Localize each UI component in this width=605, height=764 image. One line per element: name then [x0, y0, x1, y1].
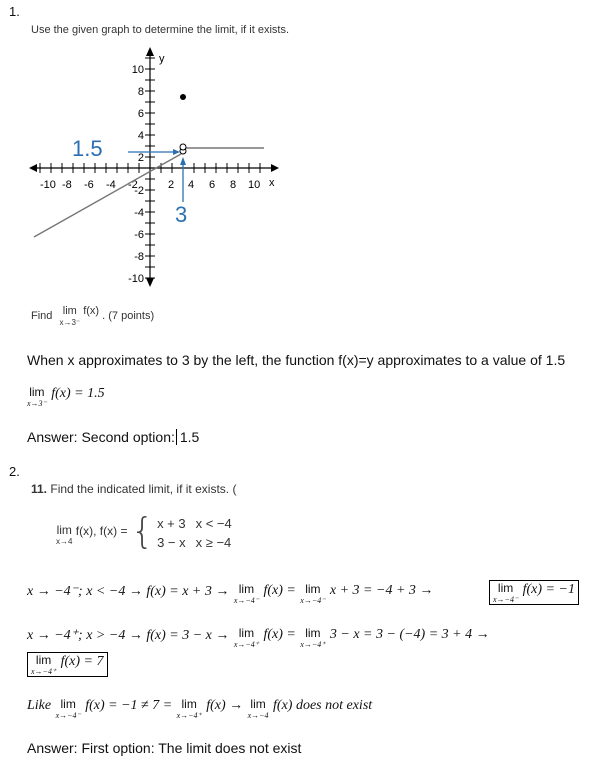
find-label: Find [31, 310, 53, 322]
x-axis-label: x [269, 177, 275, 189]
lim-subscript: x→3⁻ [59, 318, 81, 327]
lim-block: lim x→−4⁻ [55, 697, 81, 720]
y-tick-label: -8 [134, 251, 144, 263]
y-tick-label: -4 [134, 207, 144, 219]
y-tick-label: -10 [128, 273, 144, 285]
problem-2-number: 2. [9, 464, 20, 479]
lim-block: lim x→−4⁻ [233, 582, 259, 605]
points-label: . (7 points) [102, 310, 155, 322]
problem-2-prompt: Find the indicated limit, if it exists. ( [50, 482, 237, 496]
lim-subscript: x→4 [56, 537, 73, 546]
answer-2: Answer: First option: The limit does not exist [27, 740, 302, 756]
lim-block: lim x→−4⁺ [176, 697, 202, 720]
y-tick-label: 6 [137, 108, 144, 120]
case-2: 3 − x x ≥ −4 [157, 535, 232, 550]
filled-point [180, 94, 186, 100]
limit-graph [28, 44, 288, 290]
limit-result-line [27, 386, 105, 408]
y-tick-label: 2 [137, 152, 144, 164]
case-1: x + 3 x < −4 [157, 516, 232, 531]
boxed-result-left: lim x→−4⁻ f(x) = −1 [489, 580, 579, 605]
x-tick-label: -4 [106, 179, 116, 191]
x-tick-label: -6 [84, 179, 94, 191]
right-limit-line: x → −4⁺; x > −4 → f(x) = 3 − x → lim x→−4⁺ f(x) = lim x→−4⁺ 3 − x = 3 − (−4) = 3 + 4 → [27, 626, 490, 649]
piecewise-definition [56, 511, 232, 552]
x-tick-label: 4 [188, 179, 195, 191]
x-tick-label: -8 [62, 179, 72, 191]
y-tick-label: 4 [137, 130, 144, 142]
y-tick-label: 10 [131, 64, 144, 76]
lim-block: lim x→−4⁺ [300, 626, 326, 649]
lim-word: lim [29, 385, 45, 399]
brace-icon: { [130, 511, 154, 552]
lim-word: lim [56, 523, 72, 537]
left-limit-line: x → −4⁻; x < −4 → f(x) = x + 3 → lim x→−4⁻ f(x) = lim x→−4⁻ x + 3 = −4 + 3 → [27, 582, 434, 605]
boxed-result-right: lim x→−4⁺ f(x) = 7 [27, 652, 108, 677]
lim-block: lim x→−4⁻ [300, 582, 326, 605]
problem-1-number: 1. [9, 4, 20, 19]
y-tick-label: 8 [137, 86, 144, 98]
left-piece-line [34, 154, 181, 237]
x-tick-label: -10 [40, 179, 56, 191]
piecewise-func-label: f(x), f(x) = [75, 524, 128, 538]
problem-2-prompt-line [31, 482, 236, 496]
answer-1 [27, 429, 199, 445]
find-func: f(x) [83, 305, 100, 317]
answer-value: 1.5 [176, 429, 199, 445]
handwritten-annotation: 3 [175, 202, 188, 227]
lim-block: lim x→−4⁻ [493, 581, 519, 604]
find-lim [59, 306, 80, 327]
piecewise-cases [157, 514, 232, 552]
lim-word: lim [62, 305, 77, 317]
problem-1-prompt: Use the given graph to determine the limit, if it exists. [31, 24, 290, 36]
y-tick-label: -2 [134, 185, 144, 197]
lim-block: lim x→−4 [247, 697, 269, 720]
open-circle [180, 144, 186, 150]
y-tick-label: -6 [134, 229, 144, 241]
lim-subscript: x→3⁻ [27, 399, 47, 408]
answer-text: Answer: Second option: [27, 429, 175, 445]
lim-block: lim x→−4⁺ [233, 626, 259, 649]
x-tick-label: 8 [230, 179, 237, 191]
x-tick-label: 2 [168, 179, 175, 191]
handwritten-annotation: 1.5 [72, 136, 103, 161]
x-tick-label: -2 [128, 179, 138, 191]
lim-block: lim x→−4⁺ [31, 653, 57, 676]
x-tick-label: 10 [248, 179, 261, 191]
y-axis-label: y [159, 53, 165, 65]
problem-label-number: 11. [31, 482, 48, 496]
lim-expression: f(x) = 1.5 [51, 386, 105, 401]
x-tick-label: 6 [209, 179, 216, 191]
explanation-text: When x approximates to 3 by the left, the function f(x)=y approximates to a value of 1.5 [27, 352, 566, 368]
find-limit-line [31, 306, 154, 327]
lim-block [56, 524, 72, 546]
conclusion-line: Like lim x→−4⁻ f(x) = −1 ≠ 7 = lim x→−4⁺ f(x) → lim x→−4 f(x) does not exist [27, 697, 373, 720]
lim-block [27, 386, 47, 408]
